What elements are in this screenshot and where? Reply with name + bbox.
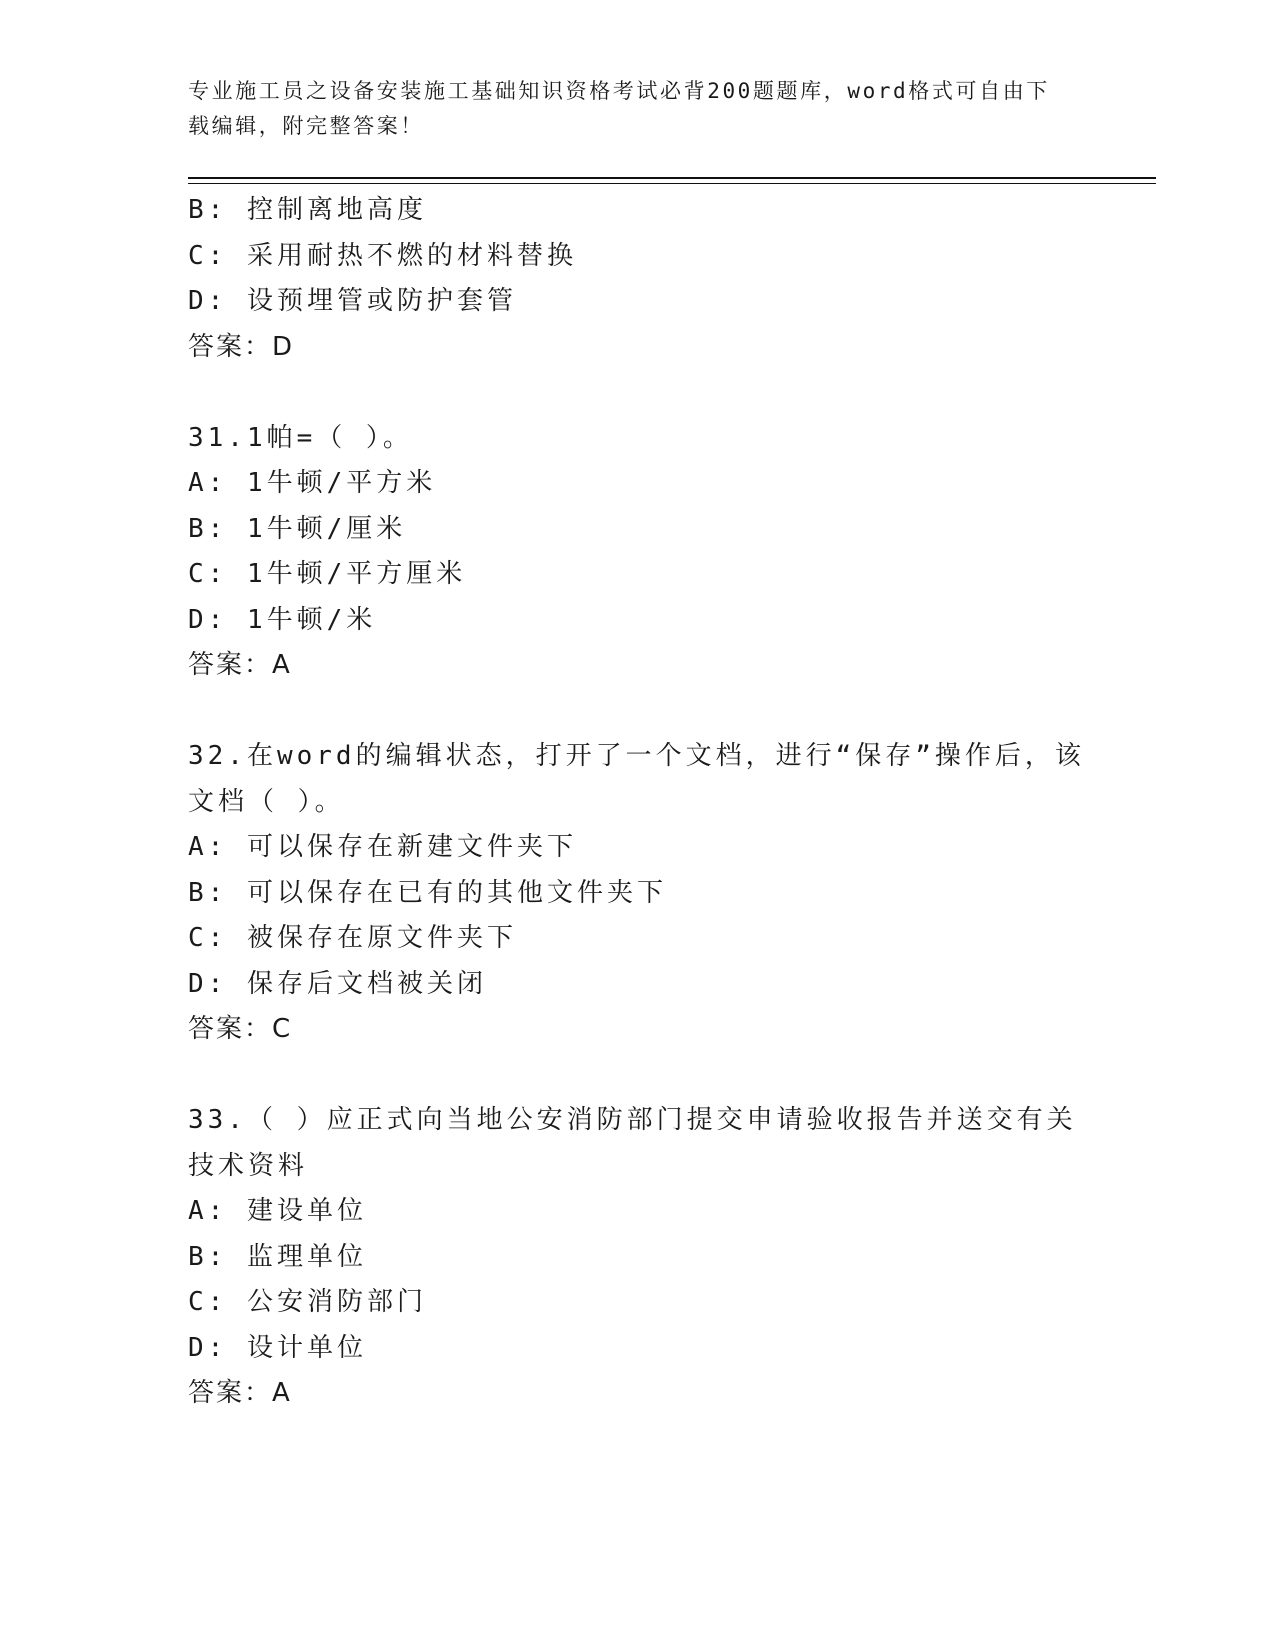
option-b: B: 1牛顿/厘米: [188, 513, 407, 544]
question-block-31: [188, 416, 1088, 689]
header-divider-thick: [188, 177, 1156, 179]
block-spacer: [188, 370, 1088, 416]
partial-question-block: [188, 188, 1088, 370]
question-stem: 31.1帕=（ ）。: [188, 422, 413, 453]
answer-line: 答案：C: [188, 1014, 293, 1044]
option-d: D: 设计单位: [188, 1332, 367, 1363]
option-c: C: 采用耐热不燃的材料替换: [188, 240, 577, 271]
answer-line: 答案：A: [188, 650, 292, 680]
document-header: 专业施工员之设备安装施工基础知识资格考试必背200题题库，word格式可自由下载编辑，附完整答案！: [188, 79, 1050, 138]
option-d: D: 1牛顿/米: [188, 604, 377, 635]
block-spacer: [188, 1053, 1088, 1099]
question-stem: 33.（ ）应正式向当地公安消防部门提交申请验收报告并送交有关技术资料: [188, 1105, 1077, 1181]
option-c: C: 被保存在原文件夹下: [188, 923, 517, 953]
option-d: D: 设预埋管或防护套管: [188, 286, 517, 316]
option-a: A: 可以保存在新建文件夹下: [188, 832, 577, 862]
answer-line: 答案：A: [188, 1378, 292, 1408]
question-stem: 32.在word的编辑状态，打开了一个文档，进行“保存”操作后，该文档（ ）。: [188, 741, 1085, 817]
option-b: B: 可以保存在已有的其他文件夹下: [188, 877, 667, 908]
option-b: B: 控制离地高度: [188, 195, 427, 225]
option-b: B: 监理单位: [188, 1241, 367, 1272]
question-block-32: [188, 734, 1088, 1053]
option-c: C: 1牛顿/平方厘米: [188, 559, 467, 589]
option-a: A: 建设单位: [188, 1196, 367, 1226]
answer-line: 答案：D: [188, 331, 295, 362]
header-divider-thin: [188, 183, 1156, 184]
question-block-33: [188, 1098, 1088, 1417]
option-d: D: 保存后文档被关闭: [188, 968, 487, 999]
option-c: C: 公安消防部门: [188, 1287, 427, 1317]
block-spacer: [188, 689, 1088, 735]
question-content: [188, 188, 1088, 1417]
option-a: A: 1牛顿/平方米: [188, 468, 437, 498]
